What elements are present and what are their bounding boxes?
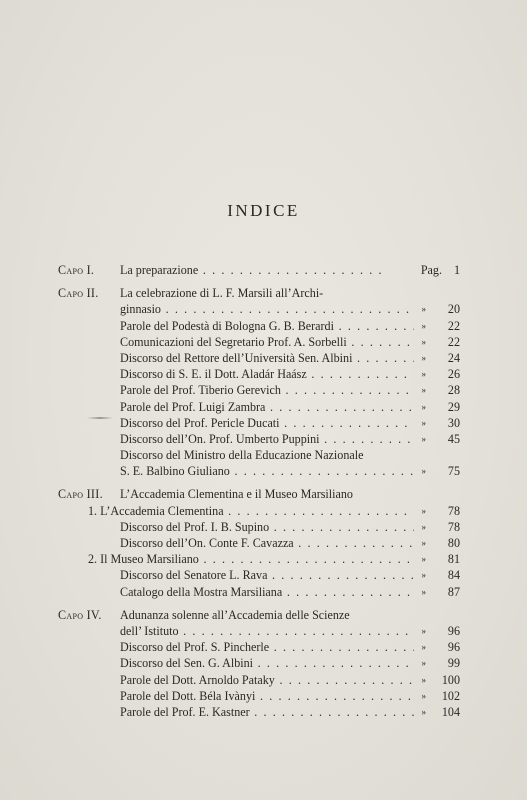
page-number: 22 — [447, 318, 460, 333]
toc-entry-capo-2 — [58, 285, 460, 301]
page-number: 29 — [447, 399, 460, 414]
entry-title: La celebrazione di L. F. Marsili all’Archi- — [120, 286, 324, 301]
chapter-label: Capo II. — [58, 286, 99, 301]
page-number: 84 — [447, 568, 460, 583]
page-number: 20 — [447, 302, 460, 317]
page-number: 28 — [447, 383, 460, 398]
page-number: 99 — [447, 656, 460, 671]
toc-entry: Parole del Prof. Tiberio Gerevich . . . » 28 — [58, 382, 460, 398]
chapter-label: Capo I. — [58, 263, 95, 277]
entry-title: Parole del Prof. E. Kastner . . . — [120, 704, 414, 720]
page-number: 81 — [447, 552, 460, 567]
page-number: 87 — [447, 584, 460, 599]
page-number: 96 — [447, 640, 460, 655]
toc-entry-capo-3 — [58, 486, 460, 502]
entry-title: 2. Il Museo Marsiliano . . . — [88, 551, 414, 567]
page-number: 104 — [441, 704, 460, 719]
entry-title: 1. L’Accademia Clementina . . . — [88, 503, 414, 519]
page-number: 78 — [447, 503, 460, 518]
page-title: INDICE — [227, 201, 300, 220]
toc-entry: Discorso del Prof. I. B. Supino . . . » 78 — [58, 519, 460, 535]
page-number: 75 — [447, 464, 460, 479]
entry-title: Comunicazioni del Segretario Prof. A. Sorbelli . . . — [120, 334, 414, 350]
toc-entry: Discorso del Prof. Pericle Ducati . . . » 30 — [58, 415, 460, 431]
toc-entry: Comunicazioni del Segretario Prof. A. Sorbelli . . . » 22 — [58, 334, 460, 350]
toc-entry: Discorso dell’On. Prof. Umberto Puppini . . . » 45 — [58, 431, 460, 447]
entry-title: Parole del Dott. Arnoldo Pataky . . . — [120, 672, 414, 688]
entry-title: Discorso del Prof. S. Pincherle . . . — [120, 639, 414, 655]
entry-title: Discorso del Senatore L. Rava . . . — [120, 567, 414, 583]
page-number: 45 — [447, 431, 460, 446]
entry-title: Discorso del Rettore dell’Università Sen. Albini . . . — [120, 350, 414, 366]
table-of-contents — [58, 262, 460, 720]
page-number: 80 — [447, 536, 460, 550]
toc-entry: Catalogo della Mostra Marsiliana . . . » 87 — [58, 584, 460, 600]
toc-entry: Discorso del Senatore L. Rava . . . » 84 — [58, 567, 460, 583]
toc-entry: Parole del Dott. Arnoldo Pataky . . . » 100 — [58, 672, 460, 688]
toc-entry: Discorso di S. E. il Dott. Aladár Haász . . . » 26 — [58, 366, 460, 382]
toc-entry: Parole del Dott. Béla Ivànyi . . . » 102 — [58, 688, 460, 704]
toc-entry-capo-1 — [58, 262, 460, 278]
page-word: Pag. — [420, 263, 442, 277]
entry-title: Discorso del Prof. Pericle Ducati . . . — [120, 415, 414, 431]
toc-entry: Discorso dell’On. Conte F. Cavazza . . . » 80 — [58, 535, 460, 551]
toc-entry: 2. Il Museo Marsiliano . . . » 81 — [58, 551, 460, 567]
ink-smudge — [87, 417, 113, 419]
toc-entry — [58, 447, 460, 463]
entry-title: L’Accademia Clementina e il Museo Marsiliano — [120, 487, 353, 502]
entry-title: Parole del Prof. Tiberio Gerevich . . . — [120, 382, 414, 398]
chapter-label: Capo III. — [58, 487, 103, 502]
toc-entry: Parole del Prof. Luigi Zambra . . . » 29 — [58, 399, 460, 415]
entry-title: S. E. Balbino Giuliano . . . — [120, 463, 414, 479]
entry-title: Parole del Prof. Luigi Zambra . . . — [120, 399, 414, 415]
page-number: 100 — [441, 672, 460, 687]
toc-entry: S. E. Balbino Giuliano . . . » 75 — [58, 463, 460, 479]
page-number: 30 — [447, 415, 460, 430]
toc-entry-capo-4 — [58, 607, 460, 623]
page-number: 24 — [447, 350, 460, 365]
entry-title: Discorso dell’On. Conte F. Cavazza . . . — [120, 535, 414, 551]
entry-title: Parole del Podestà di Bologna G. B. Berardi . . . — [120, 318, 414, 334]
chapter-label: Capo IV. — [58, 607, 102, 622]
entry-title: Parole del Dott. Béla Ivànyi . . . — [120, 688, 414, 704]
entry-title: Catalogo della Mostra Marsiliana . . . — [120, 584, 414, 600]
entry-title: Discorso del Ministro della Educazione Nazionale — [120, 448, 364, 463]
entry-title: ginnasio . . . — [120, 301, 414, 317]
page-number: 26 — [447, 367, 460, 382]
entry-title: Adunanza solenne all’Accademia delle Scienze — [120, 607, 350, 622]
entry-title: Discorso del Prof. I. B. Supino . . . — [120, 519, 414, 535]
toc-entry: ginnasio . . . » 20 — [58, 301, 460, 317]
entry-title: Discorso del Sen. G. Albini . . . — [120, 655, 414, 671]
page-number: 1 — [453, 263, 460, 277]
toc-entry: dell’ Istituto . . . » 96 — [58, 623, 460, 639]
entry-title: dell’ Istituto . . . — [120, 623, 414, 639]
page-number: 102 — [441, 688, 460, 703]
toc-entry: Discorso del Prof. S. Pincherle . . . » 96 — [58, 639, 460, 655]
toc-entry: Discorso del Rettore dell’Università Sen. Albini . . . » 24 — [58, 350, 460, 366]
page-number: 78 — [447, 519, 460, 534]
page-number: 22 — [447, 334, 460, 349]
toc-entry: Parole del Prof. E. Kastner . . . » 104 — [58, 704, 460, 720]
toc-entry: Discorso del Sen. G. Albini . . . » 99 — [58, 655, 460, 671]
entry-title: Discorso dell’On. Prof. Umberto Puppini . . . — [120, 431, 414, 447]
toc-entry: Parole del Podestà di Bologna G. B. Berardi . . . » 22 — [58, 318, 460, 334]
page-number: 96 — [447, 623, 460, 638]
toc-entry: 1. L’Accademia Clementina . . . » 78 — [58, 503, 460, 519]
entry-title: Discorso di S. E. il Dott. Aladár Haász . . . — [120, 366, 414, 382]
entry-title: La preparazione . . . — [120, 262, 384, 278]
